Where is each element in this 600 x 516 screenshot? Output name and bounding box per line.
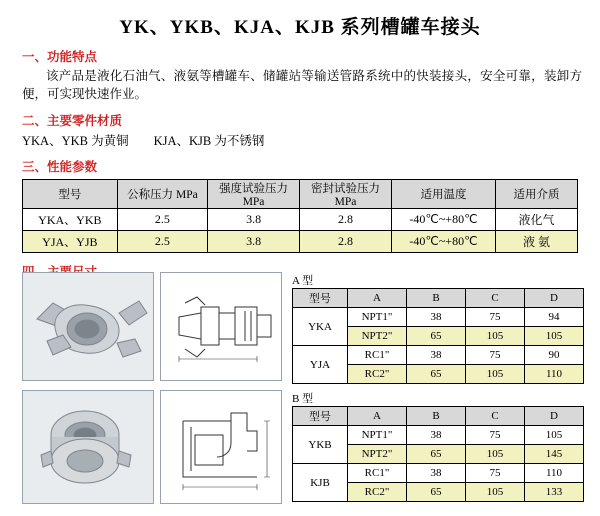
dim-cell-model: KJB: [293, 464, 348, 502]
perf-cell: 液 氨: [495, 231, 577, 253]
dim-header-cell: A: [348, 289, 407, 308]
material-text: YKA、YKB 为黄铜 KJA、KJB 为不锈钢: [22, 134, 265, 149]
dim-cell: 105: [466, 327, 525, 346]
dim-header-cell: D: [525, 289, 584, 308]
dim-header-cell: C: [466, 407, 525, 426]
dim-cell: NPT1": [348, 308, 407, 327]
dim-cell: 38: [407, 426, 466, 445]
table-row: [23, 231, 578, 253]
dim-cell: 105: [466, 365, 525, 384]
dim-cell: 94: [525, 308, 584, 327]
dim-cell: 105: [466, 483, 525, 502]
dim-header-cell: 型号: [293, 407, 348, 426]
features-paragraph: 该产品是液化石油气、液氨等槽罐车、储罐站等输送管路系统中的快装接头，安全可靠，装卸方便，可实现快速作业。: [22, 69, 582, 102]
perf-cell: -40℃~+80℃: [391, 231, 495, 253]
table-row: [23, 209, 578, 231]
technical-drawing-type-b: [160, 390, 282, 504]
dim-cell: RC2": [348, 365, 407, 384]
perf-header-cell: 强度试验压力 MPa: [208, 180, 300, 209]
table-header-row: [23, 180, 578, 209]
dim-cell: 38: [407, 308, 466, 327]
dim-cell: 110: [525, 365, 584, 384]
dim-cell: 38: [407, 464, 466, 483]
dim-cell-model: YKB: [293, 426, 348, 464]
dim-cell: 90: [525, 346, 584, 365]
dim-cell: NPT2": [348, 327, 407, 346]
dim-header-cell: B: [407, 407, 466, 426]
dim-cell: 65: [407, 365, 466, 384]
dim-cell: 105: [466, 445, 525, 464]
type-a-dimension-table: [292, 288, 584, 384]
dim-cell: 105: [525, 327, 584, 346]
dim-cell: 65: [407, 445, 466, 464]
perf-cell: 2.8: [300, 209, 392, 231]
perf-header-cell: 密封试验压力 MPa: [300, 180, 392, 209]
dim-cell-model: YJA: [293, 346, 348, 384]
dim-cell: 75: [466, 464, 525, 483]
table-row: [293, 308, 584, 327]
type-b-dimension-table: [292, 406, 584, 502]
dim-cell: 133: [525, 483, 584, 502]
dim-cell: 105: [525, 426, 584, 445]
dim-cell: RC1": [348, 464, 407, 483]
product-photo-type-b: [22, 390, 154, 504]
dim-cell: NPT1": [348, 426, 407, 445]
perf-cell: 液化气: [495, 209, 577, 231]
dim-cell: 110: [525, 464, 584, 483]
dim-cell: RC1": [348, 346, 407, 365]
perf-cell: 2.5: [117, 209, 207, 231]
dim-cell: 145: [525, 445, 584, 464]
perf-header-cell: 型号: [23, 180, 118, 209]
table-header-row: [293, 289, 584, 308]
perf-header-cell: 公称压力 MPa: [117, 180, 207, 209]
dim-cell: 75: [466, 426, 525, 445]
dim-cell: 65: [407, 483, 466, 502]
perf-cell: -40℃~+80℃: [391, 209, 495, 231]
dim-cell: 75: [466, 308, 525, 327]
product-photo-type-a: [22, 272, 154, 381]
perf-cell: 3.8: [208, 209, 300, 231]
dim-cell: 75: [466, 346, 525, 365]
perf-cell: YJA、YJB: [23, 231, 118, 253]
section-heading-performance: 三、性能参数: [22, 160, 98, 175]
perf-header-cell: 适用温度: [391, 180, 495, 209]
dim-header-cell: C: [466, 289, 525, 308]
perf-cell: 3.8: [208, 231, 300, 253]
dim-cell: 65: [407, 327, 466, 346]
dim-header-cell: 型号: [293, 289, 348, 308]
type-a-label: A 型: [292, 275, 314, 287]
dim-header-cell: D: [525, 407, 584, 426]
performance-table: [22, 179, 578, 253]
dim-header-cell: A: [348, 407, 407, 426]
perf-cell: 2.5: [117, 231, 207, 253]
dim-cell: 38: [407, 346, 466, 365]
section-heading-material: 二、主要零件材质: [22, 114, 123, 129]
technical-drawing-type-a: [160, 272, 282, 381]
dim-cell: NPT2": [348, 445, 407, 464]
dim-cell: RC2": [348, 483, 407, 502]
table-row: [293, 426, 584, 445]
section-heading-features: 一、功能特点: [22, 50, 98, 64]
perf-cell: YKA、YKB: [23, 209, 118, 231]
perf-cell: 2.8: [300, 231, 392, 253]
table-header-row: [293, 407, 584, 426]
page-title: YK、YKB、KJA、KJB 系列槽罐车接头: [119, 17, 481, 38]
dim-cell-model: YKA: [293, 308, 348, 346]
type-b-label: B 型: [292, 393, 314, 405]
perf-header-cell: 适用介质: [495, 180, 577, 209]
dim-header-cell: B: [407, 289, 466, 308]
table-row: [293, 464, 584, 483]
table-row: [293, 346, 584, 365]
